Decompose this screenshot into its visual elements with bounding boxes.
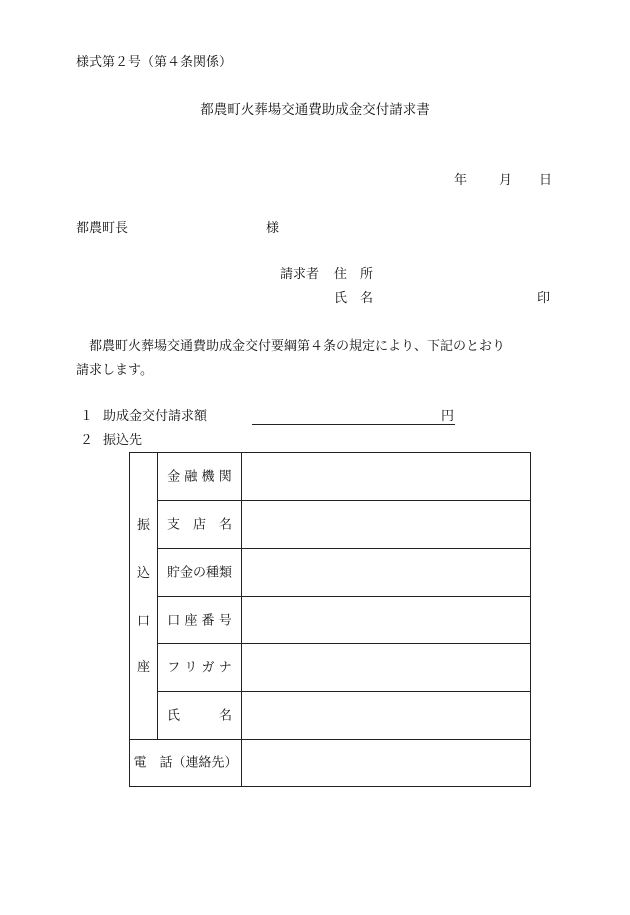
item2-label: 振込先 <box>103 433 143 448</box>
row-label-deposit-type <box>158 549 242 597</box>
bank-account-table <box>129 452 531 787</box>
row-divider <box>158 596 530 597</box>
row-label-furigana <box>158 644 242 692</box>
item1-unit: 円 <box>441 409 455 424</box>
date-year: 年 <box>454 173 468 188</box>
row-divider <box>158 643 530 644</box>
holder-name-field[interactable] <box>242 692 530 740</box>
row-label-account-number <box>158 597 242 645</box>
account-header-cell <box>130 453 158 740</box>
phone-field[interactable] <box>242 740 530 786</box>
addressee-honorific: 様 <box>266 221 280 236</box>
form-number: 様式第２号（第４条関係） <box>76 55 233 70</box>
row-label-bank <box>158 453 242 501</box>
row-label-text: 氏 名 <box>166 708 232 724</box>
page-title: 都農町火葬場交通費助成金交付請求書 <box>200 102 430 118</box>
account-header-char: 込 <box>136 566 150 581</box>
item1-label: 助成金交付請求額 <box>103 409 208 424</box>
row-label-branch <box>158 501 242 549</box>
item2-number: ２ <box>80 433 94 448</box>
row-divider <box>158 548 530 549</box>
amount-field[interactable] <box>252 424 455 425</box>
requester-label: 請求者 <box>280 267 320 282</box>
row-label-holder-name <box>158 692 242 740</box>
bank-name-field[interactable] <box>242 453 530 501</box>
row-label-text: フ リ ガ ナ <box>167 660 232 676</box>
date-day: 日 <box>539 173 553 188</box>
row-divider <box>158 500 530 501</box>
branch-name-field[interactable] <box>242 501 530 549</box>
row-label-text: 口 座 番 号 <box>167 613 232 629</box>
addressee-name: 都農町長 <box>76 221 129 236</box>
row-divider <box>158 691 530 692</box>
row-label-text: 金 融 機 関 <box>167 469 232 485</box>
deposit-type-field[interactable] <box>242 549 530 597</box>
requester-name-label: 氏 名 <box>334 291 374 306</box>
furigana-field[interactable] <box>242 644 530 692</box>
requester-address-label: 住 所 <box>334 267 374 282</box>
body-text-line2: 請求します。 <box>76 363 153 378</box>
item1-number: １ <box>80 409 94 424</box>
seal-mark: 印 <box>537 291 551 306</box>
phone-label: 電 話（連絡先） <box>133 755 238 771</box>
body-text-line1: 都農町火葬場交通費助成金交付要綱第４条の規定により、下記のとおり <box>89 339 506 354</box>
date-month: 月 <box>499 173 513 188</box>
account-header-char: 振 <box>136 518 150 533</box>
account-header-char: 座 <box>136 660 150 675</box>
row-label-text: 貯金の種類 <box>166 565 232 581</box>
phone-label-cell <box>130 740 242 786</box>
account-header-char: 口 <box>136 614 150 629</box>
row-label-text: 支 店 名 <box>166 517 232 533</box>
account-number-field[interactable] <box>242 597 530 645</box>
